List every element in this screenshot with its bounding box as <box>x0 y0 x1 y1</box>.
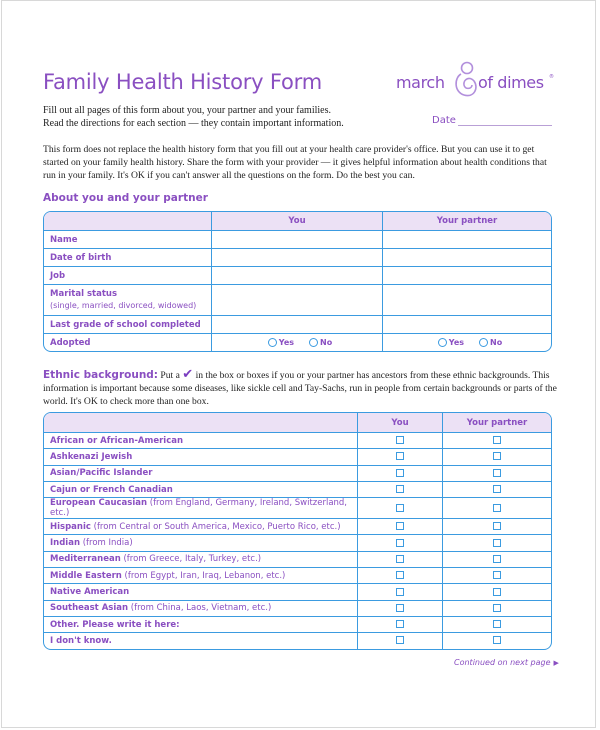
row-label <box>44 285 212 316</box>
dob-you-field[interactable] <box>212 249 383 267</box>
ethnicity-name: Mediterranean <box>50 554 121 565</box>
ethnicity-name: European Caucasian <box>50 498 148 509</box>
ethnic-text: Put a <box>160 370 180 381</box>
continued-on-next-page <box>454 658 559 667</box>
african-partner-checkbox[interactable] <box>493 436 501 444</box>
partner-cell <box>443 482 551 498</box>
table-row <box>44 584 551 600</box>
ethnicity-name: Middle Eastern <box>50 570 122 581</box>
other-you-checkbox[interactable] <box>396 620 404 628</box>
radio-label-yes: Yes <box>278 337 295 347</box>
ethnicity-name: Asian/Pacific Islander <box>50 468 153 479</box>
row-label: Job <box>44 267 212 285</box>
you-cell <box>358 535 443 551</box>
row-label-main: Marital status <box>50 289 118 299</box>
form-title: Family Health History Form <box>43 70 322 94</box>
continued-text: Continued on next page <box>454 658 551 667</box>
table-row <box>44 535 551 551</box>
dont-know-you-checkbox[interactable] <box>396 636 404 644</box>
school-partner-field[interactable] <box>383 316 551 334</box>
ethnicity-name: Southeast Asian <box>50 603 129 614</box>
column-header-partner: Your partner <box>383 212 551 231</box>
row-label <box>44 519 358 535</box>
table-row <box>44 249 551 267</box>
row-label <box>44 552 358 568</box>
cajun-partner-checkbox[interactable] <box>493 485 501 493</box>
ethnicity-detail: (from China, Laos, Vietnam, etc.) <box>128 603 272 614</box>
partner-cell <box>443 535 551 551</box>
ethnicity-name: Hispanic <box>50 521 91 532</box>
middle-eastern-partner-checkbox[interactable] <box>493 571 501 579</box>
row-label <box>44 482 358 498</box>
african-you-checkbox[interactable] <box>396 436 404 444</box>
checkmark-icon: ✔ <box>182 367 194 382</box>
arrow-right-icon: ▶ <box>553 659 559 667</box>
ethnicity-detail: (from Greece, Italy, Turkey, etc.) <box>120 554 262 565</box>
date-field[interactable] <box>458 125 552 126</box>
you-cell <box>358 617 443 633</box>
date-label: Date <box>432 115 456 126</box>
radio-label-yes: Yes <box>448 337 465 347</box>
you-cell <box>358 498 443 519</box>
mediterranean-partner-checkbox[interactable] <box>493 555 501 563</box>
ethnicity-detail: (from India) <box>80 538 133 549</box>
row-label: Last grade of school completed <box>44 316 212 334</box>
logo-word-march: march <box>396 73 445 92</box>
column-header-you: You <box>358 413 443 433</box>
description-paragraph: This form does not replace the health history form that you fill out at your health care provider's office. But you can use it to get started on your family health history. Share the form with your provider — it gives helpful information about health conditions that run in your family. It's OK if you can't answer all the questions on the form. Do the best you can. <box>43 144 547 181</box>
adopted-partner-cell <box>383 334 551 351</box>
native-american-you-checkbox[interactable] <box>396 588 404 596</box>
hispanic-you-checkbox[interactable] <box>396 522 404 530</box>
dont-know-partner-checkbox[interactable] <box>493 636 501 644</box>
adopted-you-cell <box>212 334 383 351</box>
you-cell <box>358 584 443 600</box>
table-row <box>44 633 551 648</box>
table-row <box>44 568 551 584</box>
partner-cell <box>443 601 551 617</box>
table-row <box>44 267 551 285</box>
ethnicity-name: African or African-American <box>50 435 184 446</box>
adopted-partner-yes-radio[interactable] <box>438 338 447 347</box>
native-american-partner-checkbox[interactable] <box>493 588 501 596</box>
column-header-blank <box>44 212 212 231</box>
row-label <box>44 449 358 465</box>
march-of-dimes-logo <box>396 60 556 100</box>
european-partner-checkbox[interactable] <box>493 504 501 512</box>
adopted-you-no-radio[interactable] <box>309 338 318 347</box>
partner-cell <box>443 584 551 600</box>
table-row <box>44 316 551 334</box>
table-row <box>44 449 551 465</box>
marital-you-field[interactable] <box>212 285 383 316</box>
school-you-field[interactable] <box>212 316 383 334</box>
intro-line: Read the directions for each section — they contain important information. <box>43 118 344 129</box>
southeast-asian-partner-checkbox[interactable] <box>493 604 501 612</box>
you-cell <box>358 519 443 535</box>
partner-cell <box>443 568 551 584</box>
you-cell <box>358 482 443 498</box>
name-you-field[interactable] <box>212 231 383 249</box>
ethnicity-name: Cajun or French Canadian <box>50 484 173 495</box>
row-label <box>44 535 358 551</box>
row-label-sub: (single, married, divorced, widowed) <box>50 301 197 310</box>
hispanic-partner-checkbox[interactable] <box>493 522 501 530</box>
european-you-checkbox[interactable] <box>396 504 404 512</box>
ethnic-instructions <box>43 368 558 408</box>
table-row <box>44 552 551 568</box>
ashkenazi-you-checkbox[interactable] <box>396 452 404 460</box>
table-row <box>44 601 551 617</box>
asian-pacific-you-checkbox[interactable] <box>396 469 404 477</box>
row-label <box>44 498 358 519</box>
ethnic-table <box>43 412 552 650</box>
row-label: Adopted <box>44 334 212 351</box>
table-row <box>44 617 551 633</box>
registered-mark: ® <box>549 74 554 80</box>
table-header-row <box>44 212 551 231</box>
partner-cell <box>443 498 551 519</box>
intro-line: Fill out all pages of this form about you, your partner and your families. <box>43 105 331 116</box>
name-partner-field[interactable] <box>383 231 551 249</box>
partner-cell <box>443 433 551 449</box>
table-row <box>44 498 551 519</box>
column-header-partner: Your partner <box>443 413 551 433</box>
partner-cell <box>443 633 551 648</box>
row-label <box>44 568 358 584</box>
southeast-asian-you-checkbox[interactable] <box>396 604 404 612</box>
mediterranean-you-checkbox[interactable] <box>396 555 404 563</box>
partner-cell <box>443 552 551 568</box>
ethnicity-name: Ashkenazi Jewish <box>50 451 133 462</box>
intro-text <box>43 104 344 130</box>
mother-baby-icon <box>452 60 480 100</box>
indian-you-checkbox[interactable] <box>396 539 404 547</box>
marital-partner-field[interactable] <box>383 285 551 316</box>
ethnic-section-heading: Ethnic background: <box>43 369 159 381</box>
logo-word-of-dimes: of dimes <box>478 73 544 92</box>
dob-partner-field[interactable] <box>383 249 551 267</box>
adopted-partner-no-radio[interactable] <box>479 338 488 347</box>
ethnicity-name: Other. Please write it here: <box>50 619 180 630</box>
you-cell <box>358 449 443 465</box>
middle-eastern-you-checkbox[interactable] <box>396 571 404 579</box>
adopted-you-yes-radio[interactable] <box>268 338 277 347</box>
asian-pacific-partner-checkbox[interactable] <box>493 469 501 477</box>
table-header-row <box>44 413 551 433</box>
you-cell <box>358 433 443 449</box>
ethnicity-name: Indian <box>50 538 80 549</box>
about-section-heading: About you and your partner <box>43 192 208 204</box>
table-row <box>44 519 551 535</box>
table-row <box>44 482 551 498</box>
table-row <box>44 466 551 482</box>
table-row <box>44 334 551 351</box>
table-row <box>44 231 551 249</box>
you-cell <box>358 568 443 584</box>
row-label: Date of birth <box>44 249 212 267</box>
ethnicity-detail: (from Central or South America, Mexico, Puerto Rico, etc.) <box>90 521 341 532</box>
row-label: Name <box>44 231 212 249</box>
row-label <box>44 617 358 633</box>
cajun-you-checkbox[interactable] <box>396 485 404 493</box>
indian-partner-checkbox[interactable] <box>493 539 501 547</box>
you-cell <box>358 601 443 617</box>
table-row <box>44 285 551 316</box>
ethnic-text: in the box or boxes if you or your partner has ancestors from these ethnic backgrounds. This information is important because some diseases, like sickle cell and Tay-Sachs, run in people from certain backgrounds or parts of the world. It's OK to check more than one box. <box>43 370 557 407</box>
row-label <box>44 466 358 482</box>
row-label <box>44 633 358 648</box>
partner-cell <box>443 519 551 535</box>
you-cell <box>358 633 443 648</box>
you-cell <box>358 552 443 568</box>
row-label <box>44 433 358 449</box>
ethnicity-detail: (from Egypt, Iran, Iraq, Lebanon, etc.) <box>121 570 286 581</box>
ashkenazi-partner-checkbox[interactable] <box>493 452 501 460</box>
other-partner-checkbox[interactable] <box>493 620 501 628</box>
column-header-you: You <box>212 212 383 231</box>
partner-cell <box>443 449 551 465</box>
you-cell <box>358 466 443 482</box>
about-table <box>43 211 552 352</box>
table-row <box>44 433 551 449</box>
row-label <box>44 584 358 600</box>
row-label <box>44 601 358 617</box>
ethnicity-detail: (from England, Germany, Ireland, Switzerland, etc.) <box>50 498 348 519</box>
radio-label-no: No <box>320 337 333 347</box>
column-header-blank <box>44 413 358 433</box>
job-you-field[interactable] <box>212 267 383 285</box>
partner-cell <box>443 466 551 482</box>
ethnicity-name: Native American <box>50 587 130 598</box>
partner-cell <box>443 617 551 633</box>
ethnicity-name: I don't know. <box>50 635 112 646</box>
radio-label-no: No <box>490 337 503 347</box>
job-partner-field[interactable] <box>383 267 551 285</box>
